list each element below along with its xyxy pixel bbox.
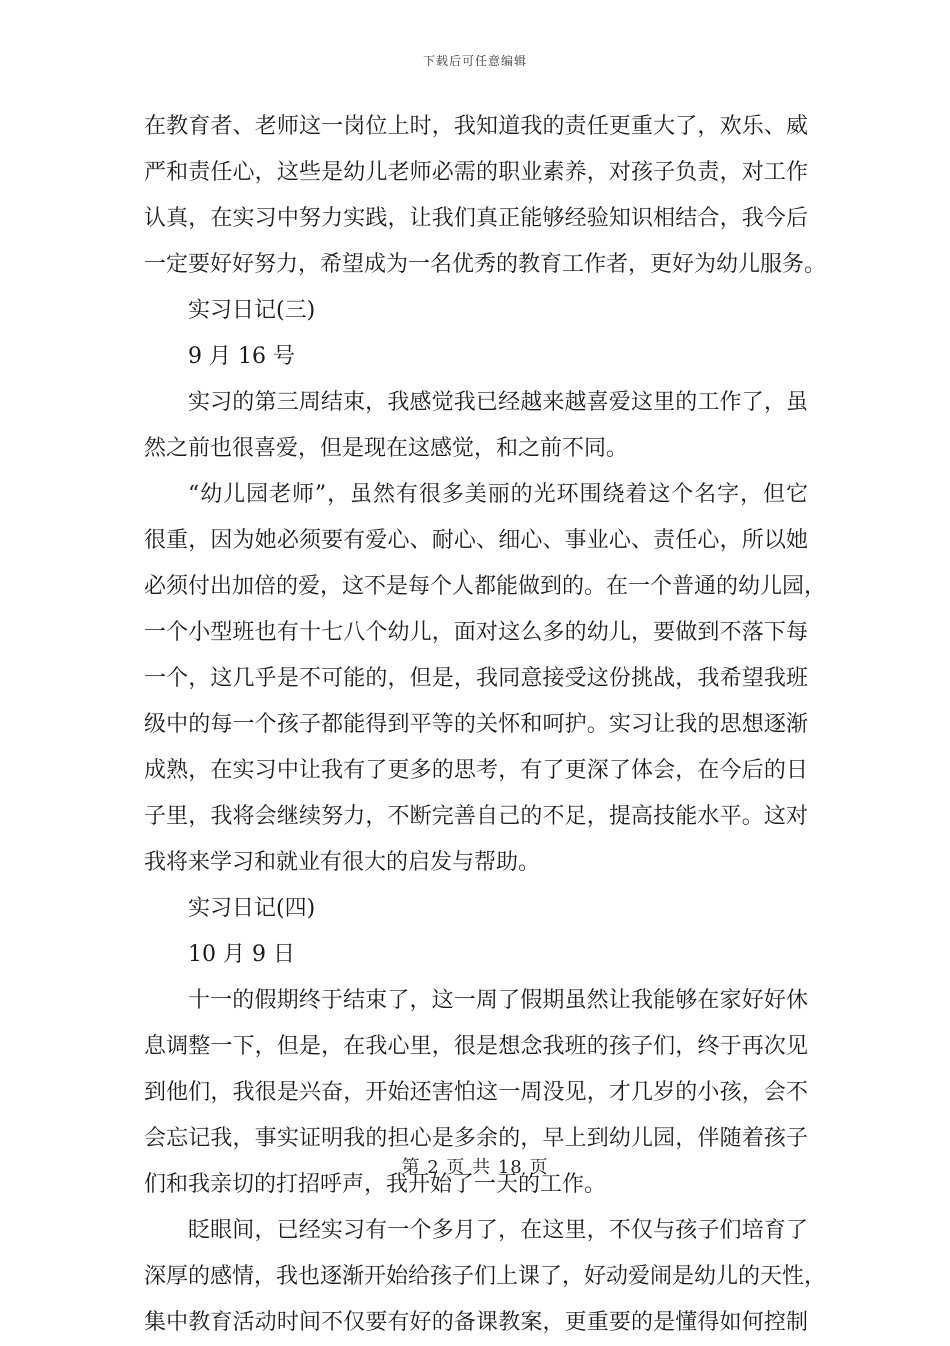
text-line: 实习日记(三) xyxy=(188,298,316,323)
text-line: 然之前也很喜爱，但是现在这感觉，和之前不同。 xyxy=(144,436,629,461)
text-line: 成熟，在实习中让我有了更多的思考，有了更深了体会，在今后的日 xyxy=(144,758,808,783)
text-line: 在教育者、老师这一岗位上时，我知道我的责任更重大了，欢乐、威 xyxy=(144,114,808,139)
text-line: 集中教育活动时间不仅要有好的备课教案，更重要的是懂得如何控制 xyxy=(144,1310,808,1335)
text-line: 十一的假期终于结束了，这一周了假期虽然让我能够在家好好休 xyxy=(188,988,808,1013)
text-line: 会忘记我，事实证明我的担心是多余的，早上到幼儿园，伴随着孩子 xyxy=(144,1126,808,1151)
text-line: 很重，因为她必须要有爱心、耐心、细心、事业心、责任心，所以她 xyxy=(144,528,808,553)
text-line: 子里，我将会继续努力，不断完善自己的不足，提高技能水平。这对 xyxy=(144,804,808,829)
text-line: “幼儿园老师”，虽然有很多美丽的光环围绕着这个名字，但它 xyxy=(188,482,808,507)
text-line: 10 月 9 日 xyxy=(188,942,295,967)
text-line: 一个小型班也有十七八个幼儿，面对这么多的幼儿，要做到不落下每 xyxy=(144,620,808,645)
text-line: 息调整一下，但是，在我心里，很是想念我班的孩子们，终于再次见 xyxy=(144,1034,808,1059)
page-header: 下载后可任意编辑 xyxy=(422,54,527,68)
text-line: 到他们，我很是兴奋，开始还害怕这一周没见，才几岁的小孩，会不 xyxy=(144,1080,808,1105)
text-line: 深厚的感情，我也逐渐开始给孩子们上课了，好动爱闹是幼儿的天性， xyxy=(144,1264,827,1289)
text-line: 认真，在实习中努力实践，让我们真正能够经验知识相结合，我今后 xyxy=(144,206,808,231)
text-line: 们和我亲切的打招呼声，我开始了一天的工作。 xyxy=(144,1172,607,1197)
text-line: 实习的第三周结束，我感觉我已经越来越喜爱这里的工作了，虽 xyxy=(188,390,808,415)
text-line: 一个，这几乎是不可能的，但是，我同意接受这份挑战，我希望我班 xyxy=(144,666,808,691)
text-line: 必须付出加倍的爱，这不是每个人都能做到的。在一个普通的幼儿园， xyxy=(144,574,827,599)
text-line: 严和责任心，这些是幼儿老师必需的职业素养，对孩子负责，对工作 xyxy=(144,160,808,185)
text-line: 眨眼间，已经实习有一个多月了，在这里，不仅与孩子们培育了 xyxy=(188,1218,808,1243)
text-line: 实习日记(四) xyxy=(188,896,316,921)
text-line: 一定要好好努力，希望成为一名优秀的教育工作者，更好为幼儿服务。 xyxy=(144,252,827,277)
text-line: 9 月 16 号 xyxy=(188,344,295,369)
text-line: 级中的每一个孩子都能得到平等的关怀和呵护。实习让我的思想逐渐 xyxy=(144,712,808,737)
text-line: 我将来学习和就业有很大的启发与帮助。 xyxy=(144,850,541,875)
page-footer: 第 2 页 共 18 页 xyxy=(401,1157,549,1178)
